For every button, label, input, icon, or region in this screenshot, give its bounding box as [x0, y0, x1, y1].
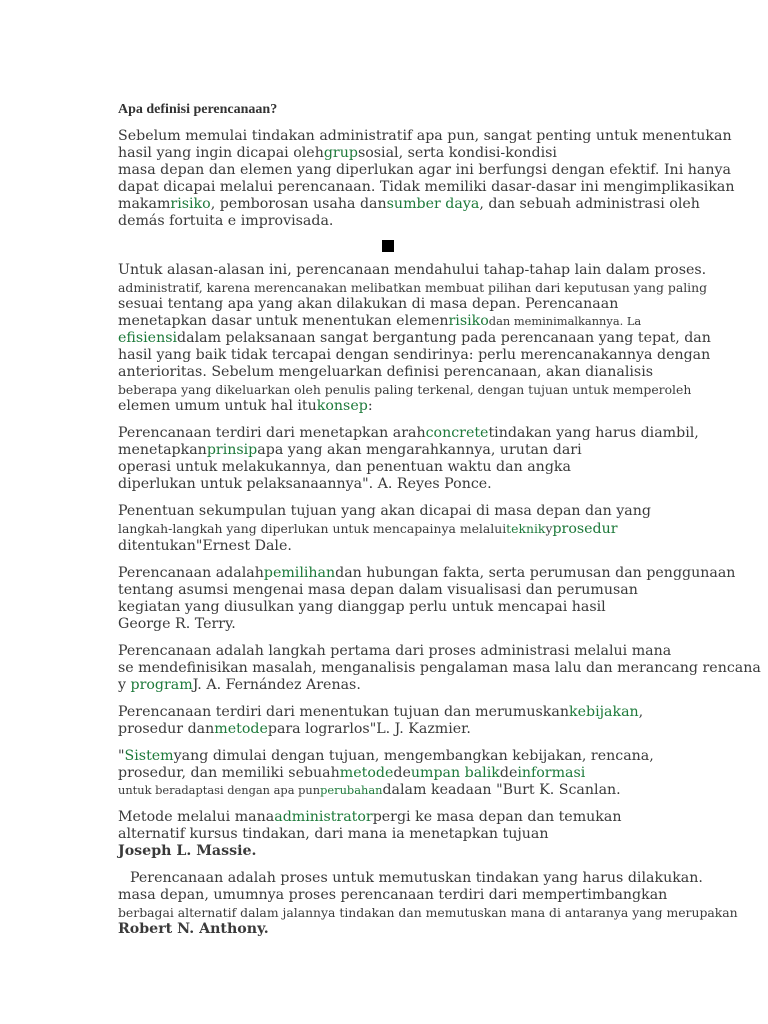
author-name: Robert N. Anthony. [118, 921, 269, 937]
text-line: masa depan, umumnya proses perencanaan terdiri dari mempertimbangkan [118, 887, 668, 903]
link-metode[interactable]: metode [339, 765, 394, 781]
definition-ernest-dale [118, 503, 758, 555]
text-line: "Sistemyang dimulai dengan tujuan, mengembangkan kebijakan, rencana, [118, 748, 654, 764]
text-line: Perencanaan terdiri dari menetapkan arahconcretetindakan yang harus diambil, [118, 425, 699, 441]
square-bullet-icon [382, 240, 394, 252]
link-administrator[interactable]: administrator [274, 809, 373, 825]
link-efisiensi[interactable]: efisiensi [118, 330, 178, 346]
text-line: ditentukan"Ernest Dale. [118, 538, 292, 554]
definition-kazmier [118, 704, 758, 738]
link-konsep[interactable]: konsep [316, 398, 368, 414]
link-pemilihan[interactable]: pemilihan [263, 565, 336, 581]
definition-anthony [118, 870, 758, 938]
text-line: langkah-langkah yang diperlukan untuk mencapainya melaluiteknikyprosedur [118, 521, 618, 537]
link-sumber-daya[interactable]: sumber daya [386, 196, 480, 212]
paragraph-intro [118, 128, 758, 230]
link-risiko[interactable]: risiko [448, 313, 489, 329]
link-informasi[interactable]: informasi [517, 765, 586, 781]
text-line: anterioritas. Sebelum mengeluarkan definisi perencanaan, akan dianalisis [118, 364, 654, 380]
text-line: prosedur, dan memiliki sebuahmetodedeumpan balikdeinformasi [118, 765, 586, 781]
link-kebijakan[interactable]: kebijakan [569, 704, 639, 720]
link-metode[interactable]: metode [214, 721, 268, 737]
text-line: administratif, karena merencanakan melibatkan membuat pilihan dari keputusan yang paling [118, 280, 708, 295]
text-line: makamrisiko, pemborosan usaha dansumber daya, dan sebuah administrasi oleh [118, 196, 700, 212]
link-umpan-balik[interactable]: umpan balik [410, 765, 500, 781]
text-line: y programJ. A. Fernández Arenas. [118, 677, 361, 693]
text-line: se mendefinisikan masalah, menganalisis pengalaman masa lalu dan merancang rencana [118, 660, 761, 676]
text-line: Sebelum memulai tindakan administratif apa pun, sangat penting untuk menentukan [118, 128, 732, 144]
page-title: Apa definisi perencanaan? [118, 102, 278, 117]
link-prosedur[interactable]: prosedur [552, 521, 618, 537]
text-line: Metode melalui manaadministratorpergi ke masa depan dan temukan [118, 809, 622, 825]
text-line: Perencanaan terdiri dari menentukan tujuan dan merumuskankebijakan, [118, 704, 644, 720]
link-teknik[interactable]: teknik [506, 521, 546, 536]
text-line: diperlukan untuk pelaksanaannya". A. Reyes Ponce. [118, 476, 492, 492]
definition-scanlan [118, 748, 758, 799]
text-line: hasil yang ingin dicapai olehgrupsosial, serta kondisi-kondisi [118, 145, 557, 161]
definition-massie [118, 809, 758, 860]
text-line: menetapkanprinsipapa yang akan mengarahkannya, urutan dari [118, 442, 582, 458]
link-sistem[interactable]: Sistem [124, 748, 174, 764]
text-line: berbagai alternatif dalam jalannya tindakan dan memutuskan mana di antaranya yang merupakan [118, 905, 738, 920]
link-risiko[interactable]: risiko [170, 196, 211, 212]
text-line: kegiatan yang diusulkan yang dianggap perlu untuk mencapai hasil [118, 599, 606, 615]
text-line: Untuk alasan-alasan ini, perencanaan mendahului tahap-tahap lain dalam proses. [118, 262, 707, 278]
text-line: Perencanaan adalah langkah pertama dari proses administrasi melalui mana [118, 643, 672, 659]
definition-reyes-ponce [118, 425, 758, 493]
text-line: prosedur danmetodepara lograrlos"L. J. Kazmier. [118, 721, 471, 737]
text-line: Perencanaan adalahpemilihandan hubungan fakta, serta perumusan dan penggunaan [118, 565, 736, 581]
text-line: efisiensidalam pelaksanaan sangat bergantung pada perencanaan yang tepat, dan [118, 330, 711, 346]
text-line: demás fortuita e improvisada. [118, 213, 334, 229]
text-line: elemen umum untuk hal itukonsep: [118, 398, 373, 414]
text-line: dapat dicapai melalui perencanaan. Tidak memiliki dasar-dasar ini mengimplikasikan [118, 179, 735, 195]
paragraph-reasons [118, 262, 758, 415]
text-line: untuk beradaptasi dengan apa punperubahandalam keadaan "Burt K. Scanlan. [118, 782, 621, 798]
document-page [118, 102, 761, 948]
text-line: sesuai tentang apa yang akan dilakukan di masa depan. Perencanaan [118, 296, 619, 312]
link-concrete[interactable]: concrete [425, 425, 489, 441]
text-line: George R. Terry. [118, 616, 236, 632]
link-perubahan[interactable]: perubahan [320, 783, 383, 797]
text-line: alternatif kursus tindakan, dari mana ia menetapkan tujuan [118, 826, 549, 842]
text-line: hasil yang baik tidak tercapai dengan sendirinya: perlu merencanakannya dengan [118, 347, 711, 363]
author-name: Joseph L. Massie. [118, 843, 257, 859]
text-line: tentang asumsi mengenai masa depan dalam visualisasi dan perumusan [118, 582, 638, 598]
text-line: Penentuan sekumpulan tujuan yang akan dicapai di masa depan dan yang [118, 503, 651, 519]
text-line: menetapkan dasar untuk menentukan elemenrisikodan meminimalkannya. La [118, 313, 642, 329]
definition-george-terry [118, 565, 758, 633]
text-line: masa depan dan elemen yang diperlukan agar ini berfungsi dengan efektif. Ini hanya [118, 162, 731, 178]
text-line: Perencanaan adalah proses untuk memutuskan tindakan yang harus dilakukan. [130, 870, 703, 886]
link-prinsip[interactable]: prinsip [206, 442, 258, 458]
link-grup[interactable]: grup [323, 145, 358, 161]
link-program[interactable]: program [130, 677, 193, 693]
text-line: operasi untuk melakukannya, dan penentuan waktu dan angka [118, 459, 571, 475]
definition-fernandez-arenas [118, 643, 761, 694]
text-line: beberapa yang dikeluarkan oleh penulis paling terkenal, dengan tujuan untuk memperoleh [118, 382, 692, 397]
